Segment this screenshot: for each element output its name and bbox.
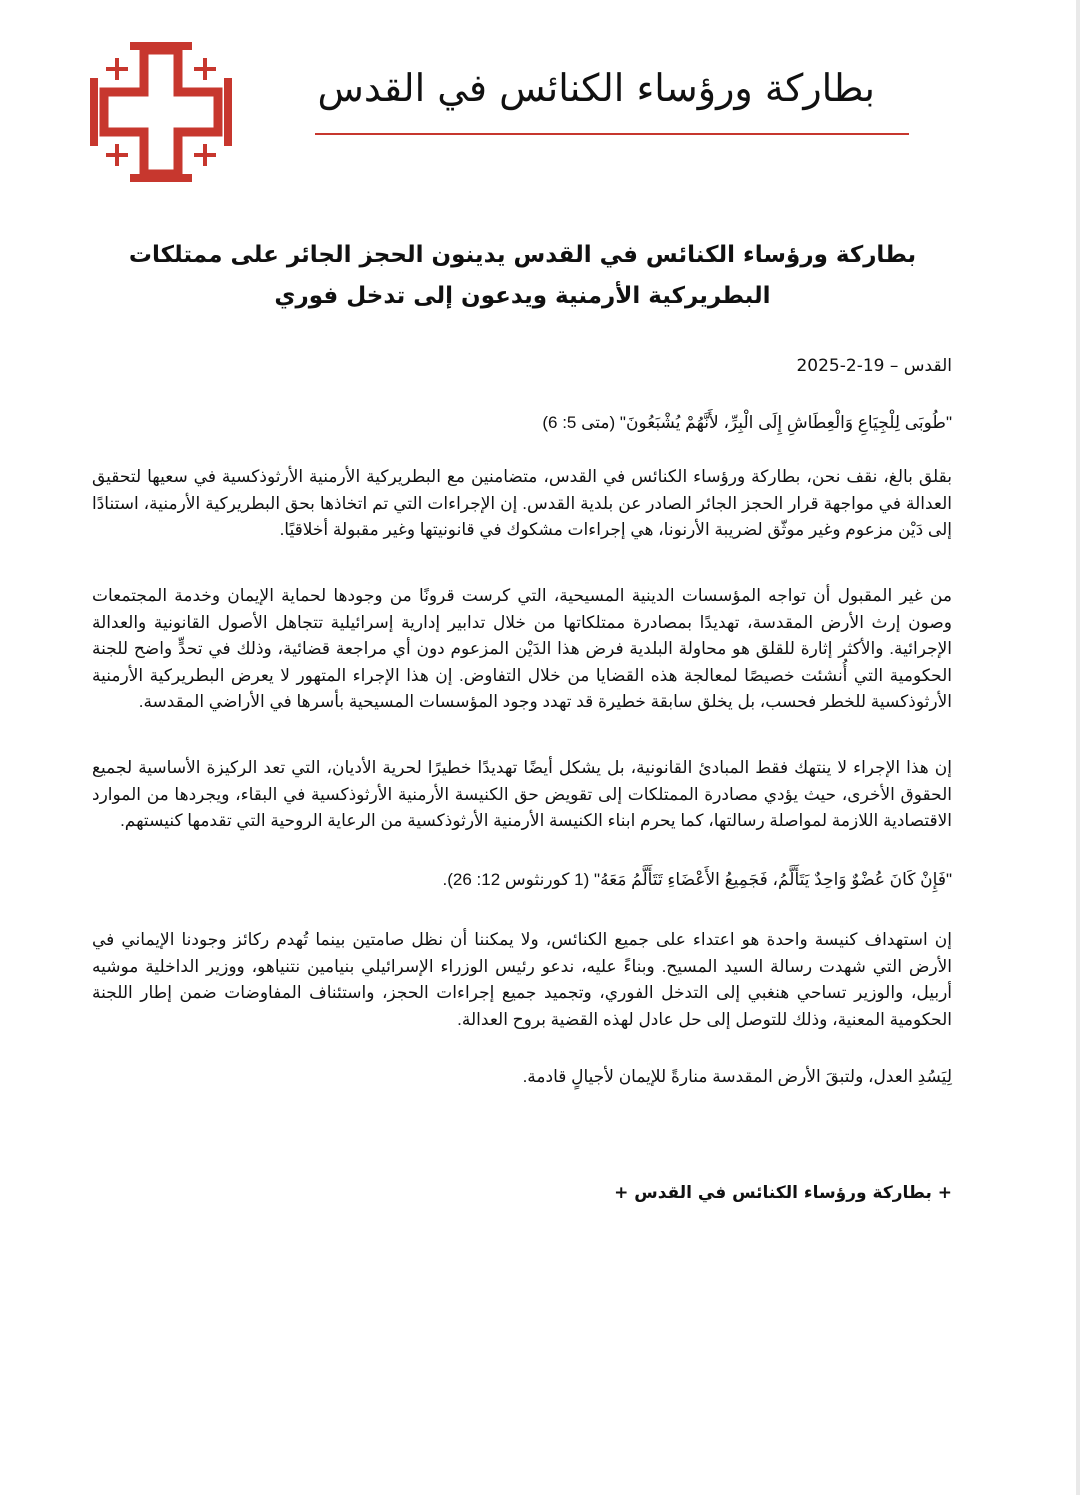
page-edge-shadow — [1076, 0, 1080, 1495]
header-divider — [315, 133, 909, 135]
dateline: القدس – 19-2-2025 — [796, 356, 952, 376]
organization-title: بطاركة ورؤساء الكنائس في القدس — [317, 66, 875, 110]
paragraph-1: بقلق بالغ، نقف نحن، بطاركة ورؤساء الكنائس في القدس، متضامنين مع البطريركية الأرمنية الأرثوذكسية في سعيها لتحقيق العدالة في مواجهة قرار الحجز الجائر الصادر عن بلدية القدس. إن الإجراءات التي تم اتخاذها بحق البطريركية الأرمنية، استنادًا إلى دَيْن مزعوم وغير موثّق لضريبة الأرنونا، هي إجراءات مشكوك في قانونيتها وغير مقبولة أخلاقيًا. — [92, 467, 952, 540]
paragraph-3: إن هذا الإجراء لا ينتهك فقط المبادئ القانونية، بل يشكل أيضًا تهديدًا خطيرًا لحرية الأديان، التي تعد الركيزة الأساسية لجميع الحقوق الأخرى، حيث يؤدي مصادرة الممتلكات إلى تقويض حق الكنيسة الأرمنية الأرثوذكسية في البقاء، ويجردها من الموارد الاقتصادية اللازمة لمواصلة رسالتها، كما يحرم ابناء الكنيسة الأرمنية الأرثوذكسية من الرعاية الروحية التي تقدمها كنيستهم. — [92, 758, 952, 831]
second-quote: "فَإِنْ كَانَ عُضْوٌ وَاحِدٌ يَتَأَلَّمُ، فَجَمِيعُ الأَعْضَاءِ تَتَأَلَّمُ مَعَهُ" (1 كورنثوس 12: 26). — [442, 870, 952, 889]
statement-headline: بطاركة ورؤساء الكنائس في القدس يدينون الحجز الجائر على ممتلكات البطريركية الأرمنية ويدعون إلى تدخل فوري — [128, 242, 917, 309]
signature: + بطاركة ورؤساء الكنائس في القدس + — [614, 1183, 952, 1203]
closing-line: لِيَسُدِ العدل، ولتبقَ الأرض المقدسة منارةً للإيمان لأجيالٍ قادمة. — [522, 1067, 952, 1086]
jerusalem-cross-icon — [82, 38, 240, 186]
opening-quote: "طُوبَى لِلْجِيَاعِ وَالْعِطَاشِ إِلَى الْبِرِّ، لأَنَّهُمْ يُشْبَعُونَ" (متى 5: 6) — [542, 413, 952, 432]
paragraph-4: إن استهداف كنيسة واحدة هو اعتداء على جميع الكنائس، ولا يمكننا أن نظل صامتين بينما تُهدم ركائز وجودنا الإيماني في الأرض التي شهدت رسالة السيد المسيح. وبناءً عليه، ندعو رئيس الوزراء الإسرائيلي بنيامين نتنياهو، ووزير الداخلية موشيه أربيل، والوزير تساحي هنغبي إلى التدخل الفوري، وتجميد جميع إجراءات الحجز، واستئناف المفاوضات ضمن إطار اللجنة الحكومية المعنية، وذلك للتوصل إلى حل عادل لهذه القضية بروح العدالة. — [92, 930, 952, 1029]
paragraph-2: من غير المقبول أن تواجه المؤسسات الدينية المسيحية، التي كرست قرونًا من وجودها لحماية الإيمان وخدمة المجتمعات وصون إرث الأرض المقدسة، تهديدًا بمصادرة ممتلكاتها من خلال تدابير إدارية إسرائيلية تتجاهل الأصول القانونية والعدالة الإجرائية. والأكثر إثارة للقلق هو محاولة البلدية فرض هذا الدَيْن المزعوم دون أي مراجعة قضائية، وذلك في تحدٍّ واضح للجنة الحكومية التي أُنشئت خصيصًا لمعالجة هذه القضايا من خلال التفاوض. إن هذا الإجراء المتهور لا يعرض البطريركية الأرمنية الأرثوذكسية للخطر فحسب، بل يخلق سابقة خطيرة قد تهدد وجود المؤسسات المسيحية بأسرها في الأراضي المقدسة. — [92, 586, 952, 712]
